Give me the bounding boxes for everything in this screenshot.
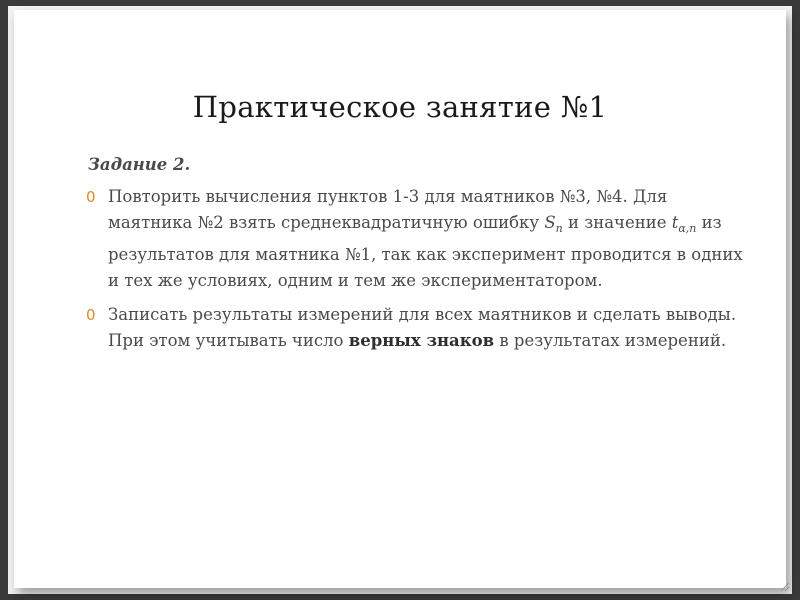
- slide-title: Практическое занятие №1: [192, 90, 608, 124]
- item-1-text-b: и значение: [562, 213, 672, 232]
- resize-grip-icon: [778, 580, 790, 592]
- bullet-marker: 0: [86, 188, 96, 206]
- task-label: Задание 2.: [88, 155, 191, 174]
- slide-frame: [8, 6, 792, 594]
- symbol-s-subscript: n: [555, 222, 563, 235]
- item-1-text-c: из результатов для маятника №1, так как эксперимент проводится в одних и тех же условиях, одним и тем же экспериментатором.: [108, 213, 743, 290]
- slide-content: [88, 152, 748, 362]
- item-1-text-a: Повторить вычисления пунктов 1-3 для маятников №3, №4. Для маятника №2 взять среднеквадратичную ошибку: [108, 187, 668, 232]
- emphasis-text: верных знаков: [348, 331, 495, 350]
- item-2-text-b: в результатах измерений.: [494, 331, 727, 350]
- bullet-marker: 0: [86, 306, 96, 324]
- symbol-t-subscript: α,n: [678, 222, 697, 235]
- symbol-s: S: [544, 213, 556, 232]
- symbol-t: t: [671, 213, 679, 232]
- bullet-item-2: [88, 302, 748, 354]
- bullet-item-1: [88, 184, 748, 294]
- item-2-text-a: Записать результаты измерений для всех маятников и сделать выводы. При этом учитывать число: [108, 305, 737, 350]
- slide: [14, 10, 786, 588]
